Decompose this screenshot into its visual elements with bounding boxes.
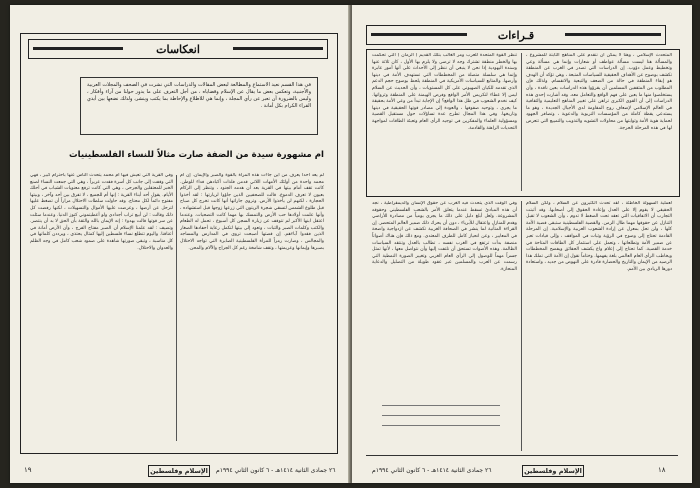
magazine-spread [10,5,692,483]
page-number: ١٨ [658,466,666,474]
boxed-column-right: المتحدث الإسلامي ، وهنا لا يمكن أن نتقدم على المناهج الثابتة للمشروع ، والمسألة هنا ليست مسألة عواطف أو شعارات وإنما هي مسألة وعي وتخطيط وعمل دؤوب. إن الدراسات التي تصدر في الغرب عن المنطقة تكشف بوضوح عن الأهداف الحقيقية للسياسات المتبعة ، وهي تؤكد أن الهدف هو إبقاء المنطقة في حالة من الضعف والتبعية والانقسام. ولذلك فإن المطلوب من المثقفين المسلمين أن يقرؤوا هذه الدراسات بعين ناقدة ، وأن يستخلصوا منها ما يعين على فهم الواقع والتعامل معه. وقد أشارت إحدى هذه الدراسات إلى أن القوى الكبرى تراهن على تغيير المناهج التعليمية والثقافية في العالم الإسلامي لإضعاف روح المقاومة لدى الأجيال الجديدة ، وهو ما يستدعي يقظة كاملة من المؤسسات التربوية والدعوية ، وتضافر الجهود لحماية هوية الأمة وثوابتها من محاولات التشويه والتذويب والتمييع التي تتعرض لها في هذه المرحلة الحرجة. [526,53,672,131]
section-header-reflections [28,39,328,59]
left-footer [20,465,336,477]
section-header-readings [366,25,666,45]
boxed-column-left: تنظر القوة المتحدة للعرب ومر الغالب بتلك القديم ( الزمان ) التي تحكمت بها والخطر منطقة تشترك وجه لا ترضى ولا يلزم بها الأول ، كان ثلاثة عنها وسندة اليهودية إذا نحن لا ينبغي أن ننظر إلى الأحداث على أنها أمور عابرة وإنما هي سلسلة متصلة من المخططات التي تستهدف الأمة في دينها وأرضها. والمتابع للسياسات الأمريكية في المنطقة يلحظ بوضوح حجم الدعم الذي تقدمه للكيان الصهيوني على كل المستويات ، وأن الحديث عن السلام ليس إلا غطاء لتكريس الأمر الواقع وفرض الهيمنة على المنطقة وثرواتها. كيف نخدم الشعوب في ظل هذا الواقع؟ إن الإجابة تبدأ من وعي الأمة بحقيقة ما يجري ، وتوحيد صفوفها ، والعودة إلى مصادر قوتها الحقيقية في دينها وتاريخها. وفي هذا المجال تطرح عدة تساؤلات حول مستقبل القضية ومسؤولية العلماء والمفكرين في توجيه الرأي العام وتعبئة الطاقات لمواجهة التحديات الراهنة والقادمة. [372,53,517,131]
footer-date: ٢٦ جمادى الثانية ١٤١٤هـ - ٦ كانون الثاني ١٩٩٤م [372,467,492,474]
page-number: ١٩ [24,466,32,474]
blank-rule [382,415,500,416]
article-column-right: لم يعد أحداً يعرف من أين جاءت هذه المرأة بالقوة والصبر والإيمان. إن أم محمد واحدة من أولئك الأمهات اللاتي قدمن فلذات أكبادهن فداء للوطن. كانت تقف أمام بيتها في القرية بعد أن هدمه الجنود ، وتنظر إلى الركام بعيون لا تعرف الدموع. قالت للصحفيين الذين جاؤوا لزيارتها : لقد أخذوا الحجارة ، لكنهم لن يأخذوا الأرض. وتروي جاراتها أنها كانت تخرج كل صباح قبل طلوع الشمس لتسقي شجرة الزيتون التي زرعها زوجها قبل استشهاده ، وأنها علمت أولادها حب الأرض والتمسك بها مهما كانت التضحيات. وعندما اعتقل ابنها الأكبر لم تتوقف عن زيارة السجن كل أسبوع ، تحمل له الطعام والكتب وكلمات الصبر والثبات ، وتعود إلى بيتها لتكمل رعاية أحفادها الصغار الذين فقدوا آباءهم. إن قصتها أصبحت تروى في المدارس والمساجد والمجالس ، وصارت رمزاً للمرأة الفلسطينية الصابرة التي تواجه الاحتلال بصبرها وإيمانها وعزيمتها ، وتقف شامخة رغم كل الجراح والآلام والمحن. [180,173,324,251]
left-page [10,5,350,483]
right-page [352,5,692,483]
intro-box: في هذا القسم نعيد الاستماع والمطالعة لبعض المقالات والدراسات التي نشرت في الصحف والمجلات العربية والأجنبية، وتعكس بعض ما يقال عن الإسلام وقضاياه ، من أجل التعرف على ما يدور حولنا من آراء وأفكار ، وليس بالضرورة أن تعبر عن رأي المجلة ، وإنما هي للاطلاع والإحاطة بما يكتب وينشر، ولذلك نضعها بين أيدي القراء الكرام بكل أمانة . [80,77,318,135]
article-title: ام مشهورة سيدة من الضفة صارت مثالاً للنساء الفلسطينيات [69,150,324,160]
footer-masthead: الإسلام وفلسطين [148,465,210,477]
footer-rule [366,455,678,456]
article-column-left: وفي القرية التي تعيش فيها أم محمد يتحدث الناس عنها باحترام كبير ، فهي التي وقفت إلى جانب كل أسرة فقدت عزيزاً ، وهي التي جمعت النساء لصنع الخبز للمعتقلين والجرحى ، وهي التي كانت ترفع معنويات الشباب في أحلك الأيام. يقول أحد أبناء القرية : إنها أم للجميع ، لا تفرق بين أحد وآخر ، وبيتها مفتوح دائماً لكل محتاج. وقد حاولت سلطات الاحتلال مراراً أن تضغط عليها لترحل عن أرضها ، وعرضت عليها الأموال والتسهيلات ، لكنها رفضت كل ذلك وقالت : لن أبيع تراب أجدادي ولو أعطيتموني كنوز الدنيا. وعندما سئلت عن سر قوتها قالت بهدوء : إنه الإيمان بالله والثقة بأن الحق لا بد أن ينتصر. وتضيف : لقد علمنا الإسلام أن الصبر مفتاح الفرج ، وأن الأرض أمانة في أعناقنا. واليوم تتطلع نساء فلسطين إليها كمثال يحتذى ، ويرددن كلماتها في كل مناسبة ، وتبقى صورتها شاهدة على صمود شعب كامل في وجه الظلم والعدوان والاحتلال. [30,173,173,251]
section-title: انعكاسات [150,43,206,56]
column-divider [521,201,522,451]
column-divider [176,175,177,441]
right-footer [366,465,678,477]
article-column-right: لعملية السهولة الخاطئة ، لقد تحدث الكثيرون عن السلام ، ولكن السلام الحقيقي لا يقوم إلا على العدل وإعادة الحقوق إلى أصحابها. وقد أثبتت التجارب أن الاتفاقيات التي تعقد تحت الضغط لا تدوم ، وأن الشعوب لا تقبل التنازل عن حقوقها مهما طال الزمن. والقضية الفلسطينية ستبقى قضية الأمة كلها ، ولن تحل بمعزل عن إرادة الشعوب العربية والإسلامية. إن المرحلة القادمة تحتاج إلى وضوح في الرؤية وثبات في المواقف ، وإلى قيادات تعبر عن ضمير الأمة وتطلعاتها ، وتعمل على استثمار كل الطاقات المتاحة في خدمة القضية. كما تحتاج إلى إعلام واع يكشف الحقائق ويفضح المخططات ويخاطب الرأي العام العالمي بلغة يفهمها. وختاماً نقول إن الأمة التي تملك هذا الرصيد من الإيمان والتاريخ والحضارة قادرة على النهوض من جديد ، واستعادة دورها الريادي بين الأمم. [526,201,672,272]
footer-date: ٢٦ جمادى الثانية ١٤١٤هـ - ٦ كانون الثاني ١٩٩٤م [216,467,336,474]
blank-rule [382,405,500,406]
section-title: قـراءات [492,29,540,42]
blank-rule [382,425,500,426]
article-column-left: وفي الوقت الذي يتحدث فيه الغرب عن حقوق الإنسان والديمقراطية ، نجد أن هذه المبادئ تسقط عندما يتعلق الأمر بالشعب الفلسطيني وحقوقه المشروعة. ولعل أبلغ دليل على ذلك ما يجري يومياً من مصادرة للأراضي وهدم للمنازل واعتقال للأبرياء ، دون أن يحرك ذلك ضمير العالم المتحضر. إن القراءة المتأنية لما ينشر في الصحافة الغربية تكشف عن ازدواجية واضحة في المعايير ، وعن انحياز كامل للطرف المعتدي. ومع ذلك فإن هناك أصواتاً منصفة بدأت ترتفع في الغرب نفسه ، تطالب بالعدل وتنتقد السياسات الظالمة. وهذه الأصوات تستحق أن نلتفت إليها وأن نتواصل معها ، لأنها تمثل جسراً مهماً للوصول إلى الرأي العام الغربي وتغيير الصورة النمطية التي رسمت عن العرب والمسلمين عبر عقود طويلة من التضليل والدعاية المنحازة. [372,201,517,272]
column-divider [521,53,522,191]
footer-masthead: الإسلام وفلسطين [522,465,584,477]
